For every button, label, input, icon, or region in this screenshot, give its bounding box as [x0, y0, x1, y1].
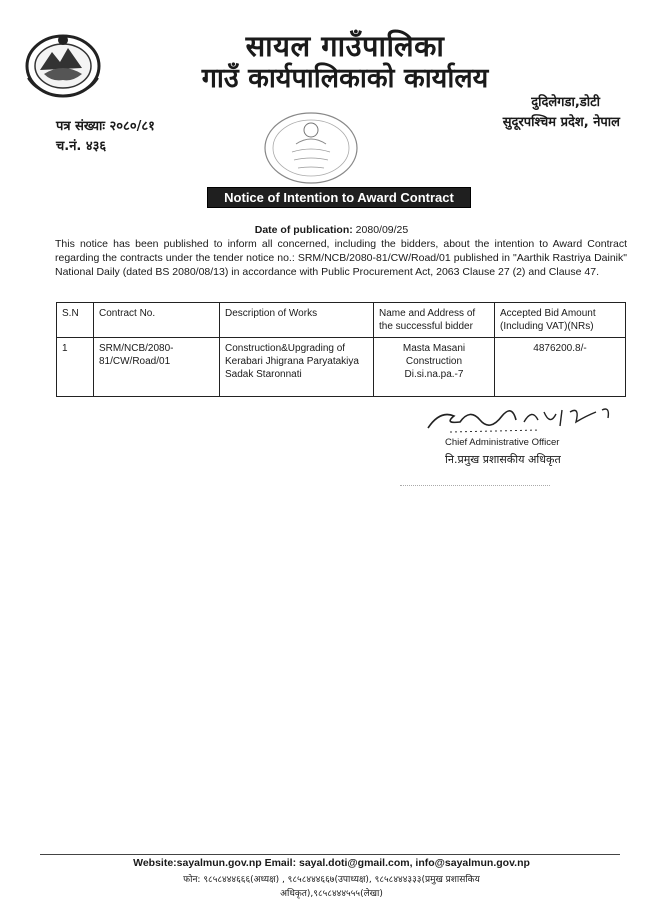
table-row — [57, 338, 626, 397]
office-location: दुदिलेगडा,डोटी — [531, 95, 600, 110]
letter-number: पत्र संख्याः २०८०/८१ — [56, 119, 155, 134]
award-table — [56, 302, 626, 397]
header-contract-no: Contract No. — [94, 303, 220, 338]
cell-description: Construction&Upgrading of Kerabari Jhigrana Paryatakiya Sadak Staronnati — [220, 338, 374, 397]
publication-date-label: Date of publication: — [254, 224, 353, 236]
footer-contact-phone: फोन: ९८५८४४४६६६(अध्यक्ष) , ९८५८४४४६६७(उपाध्यक्ष), ९८५८४४४३३३(प्रमुख प्रशासकिय — [183, 875, 480, 885]
notice-body: This notice has been published to inform all concerned, including the bidders, about the intention to Award Contract regarding the contracts under the tender notice no.: SRM/NCB/2080-81/CW/Road/01 published in "Aarthik Rastriya Dainik" National Daily (dated BS 2080/08/13) in accordance with Public Procurement Act, 2063 Clause 27 (2) and Clause 47. — [55, 238, 627, 278]
official-seal-stamp — [262, 108, 360, 186]
cell-sn: 1 — [57, 338, 94, 397]
header-bidder: Name and Address of the successful bidder — [374, 303, 495, 338]
cell-bidder: Masta Masani Construction Di.si.na.pa.-7 — [374, 338, 495, 397]
publication-date-value: 2080/09/25 — [355, 224, 409, 236]
header-description: Description of Works — [220, 303, 374, 338]
footer-contact-phone-cont: अधिकृत),९८५८४४४५५५(लेखा) — [280, 889, 383, 899]
cell-contract-no: SRM/NCB/2080-81/CW/Road/01 — [94, 338, 220, 397]
table-header-row — [57, 303, 626, 338]
cell-amount: 4876200.8/- — [495, 338, 626, 397]
signatory-title-ne: नि.प्रमुख प्रशासकीय अधिकृत — [445, 453, 561, 466]
footer-contact-web: Website:sayalmun.gov.np Email: sayal.doti@gmail.com, info@sayalmun.gov.np — [133, 857, 530, 869]
signatory-title-en: Chief Administrative Officer — [445, 437, 560, 448]
publication-date — [0, 224, 663, 236]
footer-divider — [40, 854, 620, 855]
office-name: गाउँ कार्यपालिकाको कार्यालय — [201, 63, 489, 94]
notice-title: Notice of Intention to Award Contract — [207, 187, 471, 208]
handwritten-signature — [420, 402, 620, 438]
header-sn: S.N — [57, 303, 94, 338]
office-province: सुदूरपश्चिम प्रदेश, नेपाल — [502, 115, 620, 130]
divider — [400, 485, 550, 486]
header-amount: Accepted Bid Amount (Including VAT)(NRs) — [495, 303, 626, 338]
dispatch-number: च.नं. ४३६ — [56, 139, 107, 154]
nepal-emblem-icon — [24, 32, 102, 98]
municipality-name: सायल गाउँपालिका — [245, 29, 445, 63]
